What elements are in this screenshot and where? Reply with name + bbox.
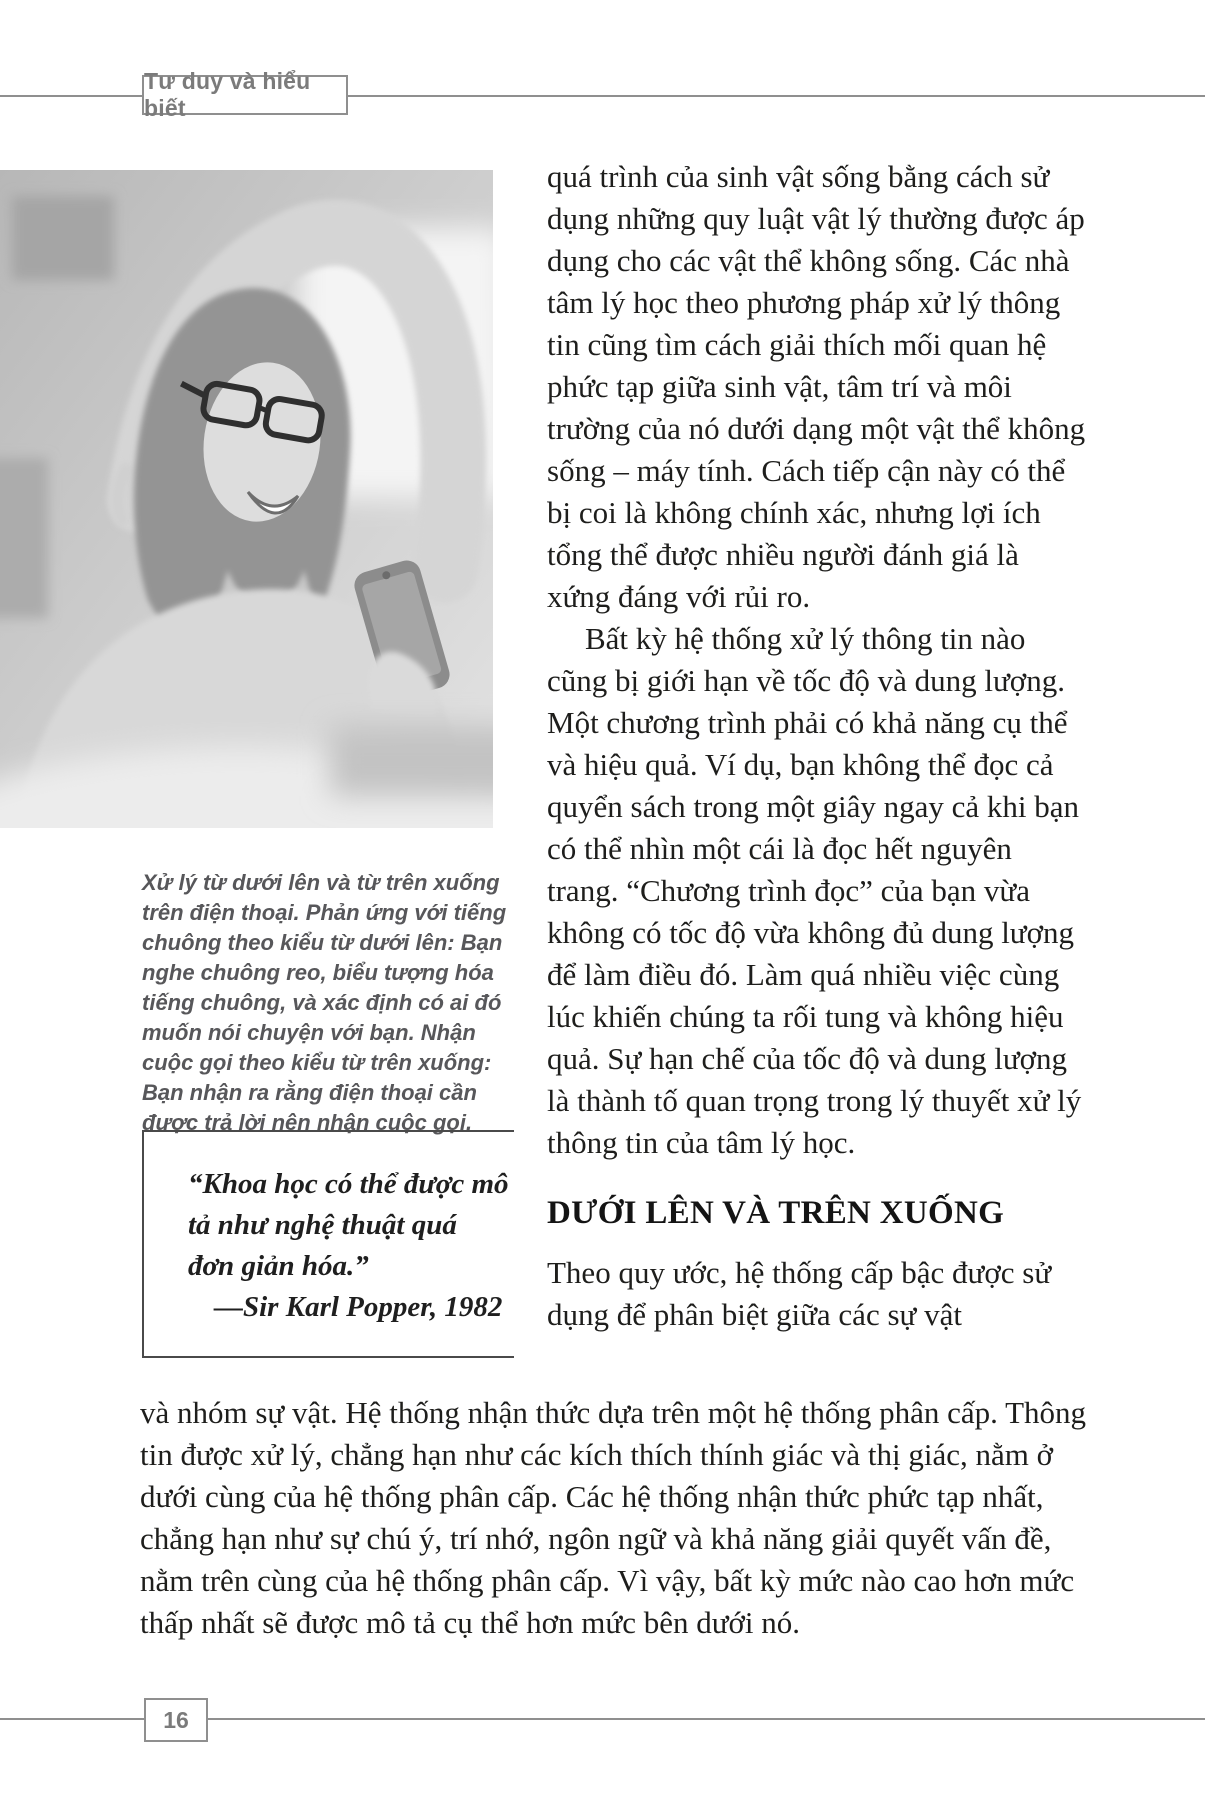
woman-smiling-at-phone-photo [0, 170, 493, 828]
paragraph-hierarchy-start: Theo quy ước, hệ thống cấp bậc được sử dụng để phân biệt giữa các sự vật [547, 1255, 1052, 1332]
footer-rule-left [0, 1718, 144, 1720]
section-heading: DƯỚI LÊN VÀ TRÊN XUỐNG [547, 1195, 1005, 1231]
photo-illustration [0, 170, 493, 828]
header-rule-right [348, 95, 1205, 97]
running-head-title: Tư duy và hiểu biết [144, 68, 311, 121]
body-column [547, 156, 1087, 1336]
page-number-box [144, 1698, 208, 1742]
footer-rule-right [208, 1718, 1205, 1720]
paragraph-continuation: quá trình của sinh vật sống bằng cách sử dụng những quy luật vật lý thường được áp dụng cho các vật thể không sống. Các nhà tâm lý học theo phương pháp xử lý thông tin cũng tìm cách giải thích mối quan hệ phức tạp giữa sinh vật, tâm trí và môi trường của nó dưới dạng một vật thể không sống – máy tính. Cách tiếp cận này có thể bị coi là không chính xác, nhưng lợi ích tổng thể được nhiều người đánh giá là xứng đáng với rủi ro. [547, 159, 1086, 614]
paragraph-hierarchy-full: và nhóm sự vật. Hệ thống nhận thức dựa trên một hệ thống phân cấp. Thông tin được xử lý, chẳng hạn như các kích thích thính giác và thị giác, nằm ở dưới cùng của hệ thống phân cấp. Các hệ thống nhận thức phức tạp nhất, chẳng hạn như sự chú ý, trí nhớ, ngôn ngữ và khả năng giải quyết vấn đề, nằm trên cùng của hệ thống phân cấp. Vì vậy, bất kỳ mức nào cao hơn mức thấp nhất sẽ được mô tả cụ thể hơn mức bên dưới nó. [140, 1395, 1087, 1640]
figure-caption: Xử lý từ dưới lên và từ trên xuống trên điện thoại. Phản ứng với tiếng chuông theo kiểu từ dưới lên: Bạn nghe chuông reo, biểu tượng hóa tiếng chuông, và xác định có ai đó muốn nói chuyện với bạn. Nhận cuộc gọi theo kiểu từ trên xuống: Bạn nhận ra rằng điện thoại cần được trả lời nên nhận cuộc gọi. [142, 870, 507, 1135]
pull-quote [142, 1130, 514, 1358]
pull-quote-attribution: —Sir Karl Popper, 1982 [214, 1291, 503, 1323]
pull-quote-text: “Khoa học có thể được mô tả như nghệ thuật quá đơn giản hóa.” [188, 1168, 509, 1282]
running-head [142, 68, 348, 121]
page-number: 16 [163, 1706, 189, 1733]
header-rule-left [0, 95, 142, 97]
paragraph-processing-limits: Bất kỳ hệ thống xử lý thông tin nào cũng bị giới hạn về tốc độ và dung lượng. Một chương trình phải có khả năng cụ thể và hiệu quả. Ví dụ, bạn không thể đọc cả quyển sách trong một giây ngay cả khi bạn có thể nhìn một cái là đọc hết nguyên trang. “Chương trình đọc” của bạn vừa không có tốc độ vừa không đủ dung lượng để làm điều đó. Làm quá nhiều việc cùng lúc khiến chúng ta rối tung và không hiệu quả. Sự hạn chế của tốc độ và dung lượng là thành tố quan trọng trong lý thuyết xử lý thông tin của tâm lý học. [547, 621, 1082, 1160]
body-full-width [140, 1392, 1095, 1644]
